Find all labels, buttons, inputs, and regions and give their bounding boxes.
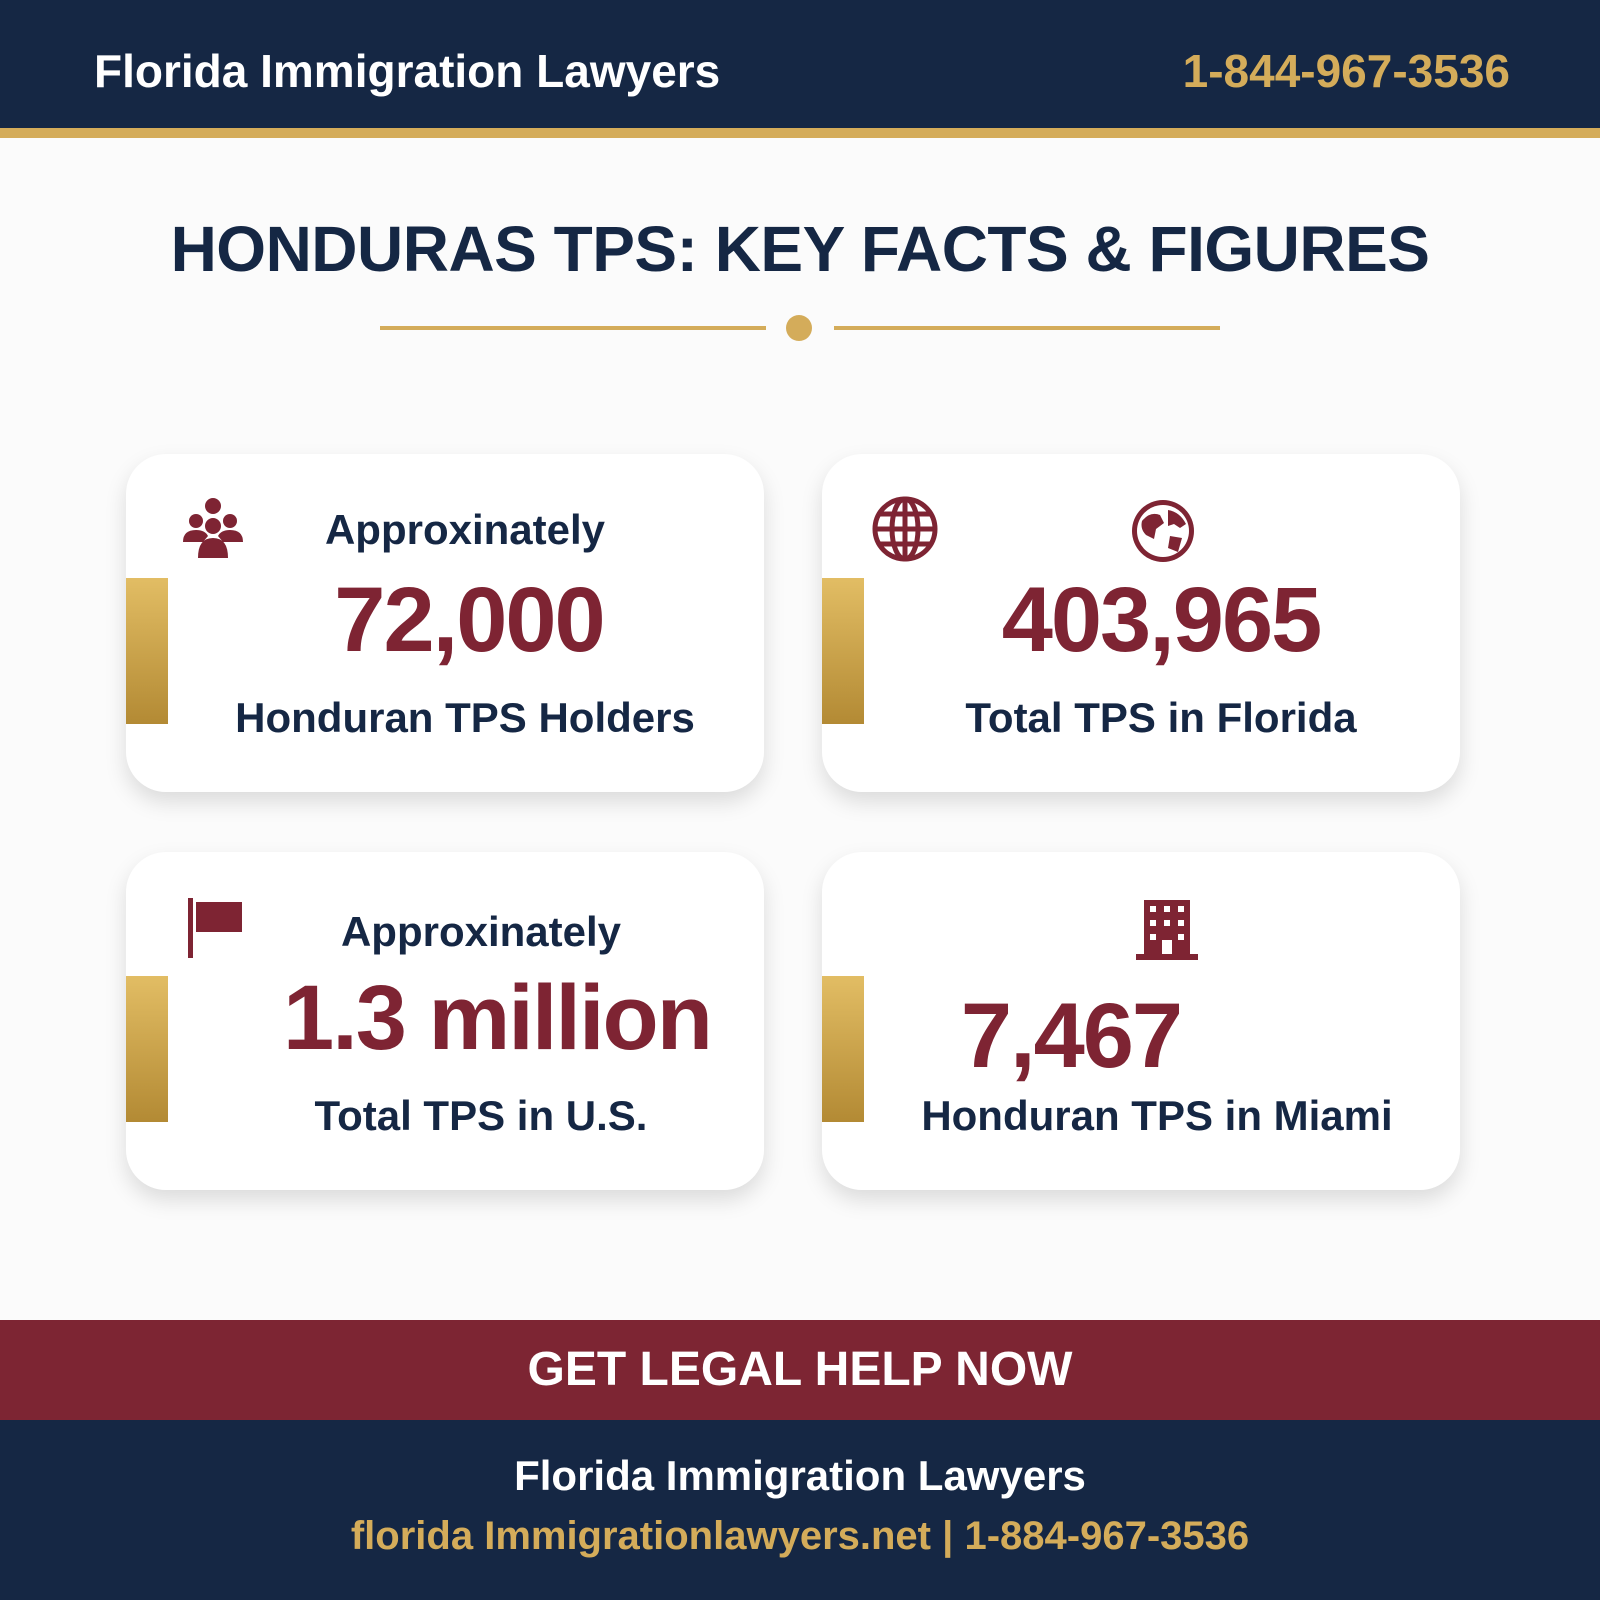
stat-card-honduran-holders [126,454,764,792]
title-divider-left [380,326,766,330]
footer [0,1420,1600,1600]
globe-icon [870,494,940,564]
earth-icon [1128,496,1198,566]
footer-website-link[interactable]: florida Immigrationlawyers.net [350,1514,931,1558]
page-title: HONDURAS TPS: KEY FACTS & FIGURES [170,213,1430,285]
card-value: 1.3 million [283,967,711,1069]
footer-brand: Florida Immigration Lawyers [514,1452,1086,1499]
get-legal-help-button[interactable]: GET LEGAL HELP NOW [0,1320,1600,1420]
card-prefix: Approxinately [324,506,606,553]
footer-separator: | [942,1514,954,1558]
building-icon [1132,896,1202,966]
card-value: 403,965 [1001,569,1321,671]
stat-card-us-total [126,852,764,1190]
title-divider-dot [786,315,812,341]
card-label: Honduran TPS in Miami [921,1092,1393,1139]
card-label: Honduran TPS Holders [235,694,695,741]
header-phone[interactable]: 1-844-967-3536 [1182,45,1510,97]
stat-card-miami [822,852,1460,1190]
card-prefix: Approxinately [340,908,622,955]
header [0,0,1600,138]
card-label: Total TPS in U.S. [314,1092,648,1139]
title-divider-right [834,326,1220,330]
card-label: Total TPS in Florida [965,694,1357,741]
stat-card-florida-total [822,454,1460,792]
card-value: 7,467 [960,985,1182,1087]
footer-phone[interactable]: 1-884-967-3536 [964,1514,1250,1558]
footer-contact [0,1514,1600,1559]
brand-name: Florida Immigration Lawyers [94,45,721,97]
card-value: 72,000 [334,569,604,671]
